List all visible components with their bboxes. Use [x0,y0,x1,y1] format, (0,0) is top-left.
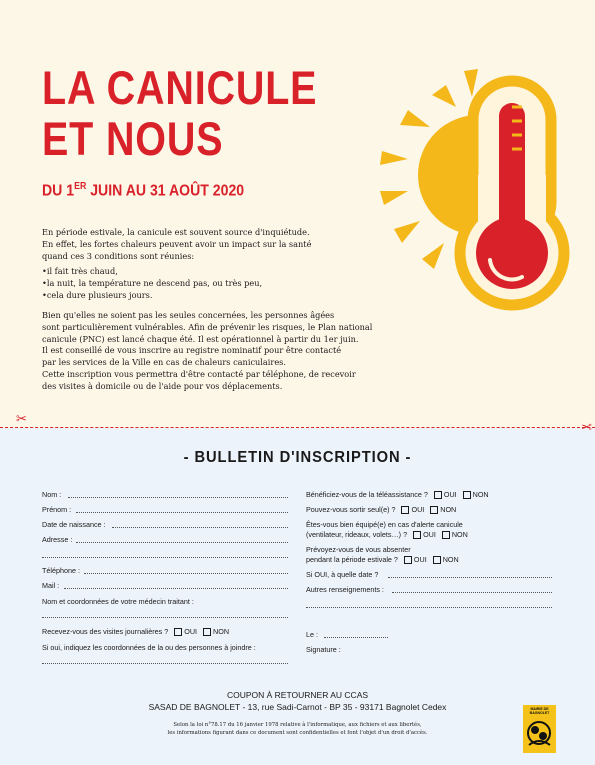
visites-label: Recevez-vous des visites journalières ? [42,627,169,636]
oui-label: OUI [411,505,425,514]
telephone-label: Téléphone : [42,566,80,575]
list-item: •la nuit, la température ne descend pas, ou très peu, [42,277,263,288]
intro-text [42,227,372,262]
non-label: NON [472,490,489,499]
para-line: Bien qu'elles ne soient pas les seules concernées, les personnes âgées [42,310,335,320]
non-label: NON [213,627,230,636]
adresse-field[interactable] [76,542,288,543]
equipe-label-1: Êtes-vous bien équipé(e) en cas d'alerte canicule [306,520,463,529]
ccas-address: SASAD DE BAGNOLET - 13, rue Sadi-Carnot - BP 35 - 93171 Bagnolet Cedex [148,702,447,712]
list-item: •il fait très chaud, [42,266,118,276]
date-range-sup: ER [74,181,87,192]
sun-thermometer-icon [360,55,580,325]
mail-label: Mail : [42,581,60,590]
oui-label: OUI [413,555,427,564]
intro-line: En période estivale, la canicule est souvent source d'inquiétude. [42,227,310,237]
para-line: canicule (PNC) est lancé chaque été. Il est opérationnel à partir du 1er juin. [42,333,359,344]
page-title [42,62,317,164]
absenter-label-1: Prévoyez-vous de vous absenter [306,545,411,554]
date-range-post: JUIN AU 31 AOÛT 2020 [86,182,245,200]
coupon-title: COUPON À RETOURNER AU CCAS [226,690,369,700]
coordonnees-field[interactable] [42,663,288,664]
prenom-field[interactable] [76,512,288,513]
para-line: des visites à domicile ou de l'aide pour vos déplacements. [42,380,283,391]
adresse-field-2[interactable] [42,557,288,558]
conditions-list [42,266,372,301]
nom-label: Nom : [42,490,62,499]
teleassistance-oui-checkbox[interactable] [434,491,442,499]
visites-oui-checkbox[interactable] [174,628,182,636]
oui-label: OUI [443,490,457,499]
date-range [42,181,244,200]
adresse-label: Adresse : [42,535,73,544]
list-item: •cela dure plusieurs jours. [42,289,153,300]
visites-question [42,627,229,636]
absenter-oui-checkbox[interactable] [404,556,412,564]
absenter-label-2: pendant la période estivale ? [306,555,398,564]
coordonnees-label: Si oui, indiquez les coordonnées de la ou des personnes à joindre : [42,643,256,652]
signature-label: Signature : [306,645,341,654]
equipe-non-checkbox[interactable] [442,531,450,539]
medecin-label: Nom et coordonnées de votre médecin traitant : [42,597,194,606]
bulletin-title: - BULLETIN D'INSCRIPTION - [183,449,412,466]
nom-field[interactable] [68,497,288,498]
date-absence-field[interactable] [388,577,552,578]
naissance-field[interactable] [112,527,288,528]
scissors-icon: ✂ [16,412,27,427]
title-line-1: LA CANICULE [42,61,318,114]
telephone-field[interactable] [84,573,288,574]
oui-label: OUI [184,627,198,636]
legal-line: les informations figurant dans ce document sont confidentielles et font l'objet d'un droit d'accès. [167,730,428,737]
oui-label: OUI [423,530,436,539]
le-field[interactable] [324,637,388,638]
mail-field[interactable] [64,588,288,589]
autres-field[interactable] [392,592,552,593]
sortir-question [306,505,456,514]
visites-non-checkbox[interactable] [203,628,211,636]
cut-line [0,427,595,428]
mairie-logo [523,705,556,753]
para-line: Il est conseillé de vous inscrire au registre nominatif pour être contacté [42,345,342,356]
medecin-field[interactable] [42,617,288,618]
equipe-question [306,530,468,539]
non-label: NON [451,530,468,539]
absenter-non-checkbox[interactable] [433,556,441,564]
le-label: Le : [306,630,318,639]
equipe-label-2: (ventilateur, rideaux, volets…) ? [306,530,408,539]
date-absence-label: Si OUI, à quelle date ? [306,570,379,579]
intro-line: En effet, les fortes chaleurs peuvent avoir un impact sur la santé [42,238,312,249]
teleassistance-question [306,490,489,499]
para-line: par les services de la Ville en cas de chaleurs caniculaires. [42,357,286,368]
vulnerable-text [42,310,382,393]
intro-line: quand ces 3 conditions sont réunies: [42,250,195,261]
logo-text: MAIRIE DE BAGNOLET [529,707,550,715]
sortir-label: Pouvez-vous sortir seul(e) ? [306,505,396,514]
para-line: Cette inscription vous permettra d'être contacté par téléphone, de recevoir [42,368,356,379]
para-line: sont particulièrement vulnérables. Afin de prévenir les risques, le Plan national [42,321,373,332]
absenter-question [306,555,459,564]
sortir-oui-checkbox[interactable] [401,506,409,514]
teleassistance-label: Bénéficiez-vous de la téléassistance ? [306,490,428,499]
naissance-label: Date de naissance : [42,520,106,529]
date-range-pre: DU 1 [42,182,75,200]
title-line-2: ET NOUS [42,112,224,165]
equipe-oui-checkbox[interactable] [413,531,421,539]
non-label: NON [440,505,457,514]
autres-field-2[interactable] [306,607,552,608]
scissors-icon: ✂ [581,418,592,433]
prenom-label: Prénom : [42,505,72,514]
autres-label: Autres renseignements : [306,585,384,594]
bagnolet-emblem-icon [523,715,556,751]
sortir-non-checkbox[interactable] [430,506,438,514]
legal-line: Selon la loi n°78.17 du 16 janvier 1978 relative à l'informatique, aux fichiers et aux libertés, [173,722,422,729]
teleassistance-non-checkbox[interactable] [463,491,471,499]
non-label: NON [442,555,459,564]
